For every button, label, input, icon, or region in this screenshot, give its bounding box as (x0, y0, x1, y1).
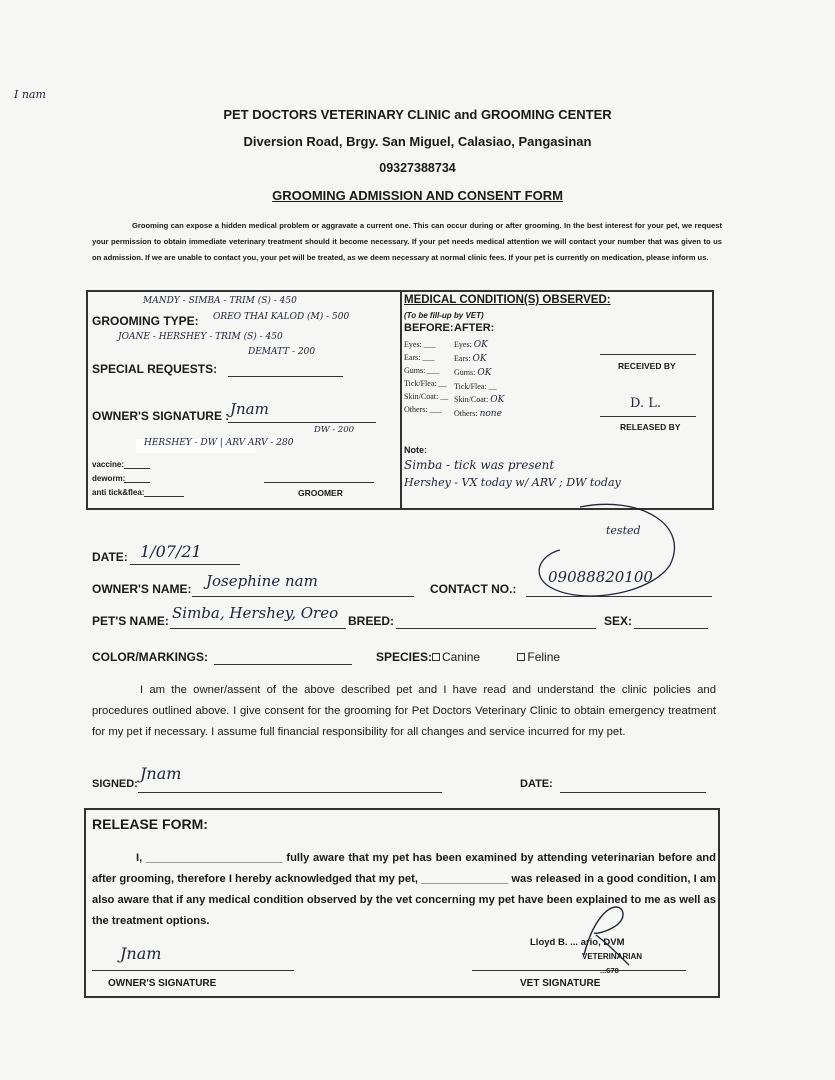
date2-line (560, 792, 706, 793)
deworm-label: deworm: (92, 474, 126, 483)
pet-name-label: PET'S NAME: (92, 614, 169, 628)
before-skincoat: Skin/Coat: __ (404, 392, 449, 401)
pet-name-line (170, 628, 346, 629)
pet-name-value: Simba, Hershey, Oreo (172, 604, 339, 622)
vet-name: Lloyd B. ... ario, DVM (530, 937, 625, 948)
contact-line (526, 596, 712, 597)
release-title: RELEASE FORM: (92, 816, 208, 832)
note-line-2: Hershey - VX today w/ ARV ; DW today (404, 476, 621, 489)
grooming-type-label: GROOMING TYPE: (92, 314, 199, 328)
released-by-line (600, 416, 696, 417)
owner-signature-line (228, 422, 376, 423)
after-list (454, 338, 504, 421)
signed-label: SIGNED: (92, 778, 138, 790)
special-requests-label: SPECIAL REQUESTS: (92, 362, 218, 376)
release-owner-signature: Jnam (120, 944, 162, 963)
grooming-line-4: DEMATT - 200 (248, 347, 316, 357)
color-markings-label: COLOR/MARKINGS: (92, 650, 208, 664)
clinic-name: PET DOCTORS VETERINARY CLINIC and GROOMING CENTER (223, 107, 612, 122)
owner-name-value: Josephine nam (206, 572, 318, 590)
medical-box (398, 290, 714, 510)
before-list (404, 338, 448, 416)
date-line (130, 564, 240, 565)
sex-line (634, 628, 708, 629)
released-by-label: RELEASED BY (620, 422, 681, 432)
received-by-label: RECEIVED BY (618, 361, 676, 371)
color-markings-line (214, 664, 352, 665)
after-label: AFTER: (454, 322, 495, 334)
before-others: Others: ___ (404, 405, 442, 414)
received-by-line (600, 354, 696, 355)
grooming-box (86, 290, 402, 510)
date2-label: DATE: (520, 778, 553, 790)
medical-subtitle: (To be fill-up by VET) (404, 311, 484, 320)
groomer-line (264, 482, 374, 483)
antitick-line (144, 496, 184, 497)
deworm-line (124, 482, 150, 483)
before-gums: Gums: ___ (404, 366, 440, 375)
medical-title: MEDICAL CONDITION(S) OBSERVED: (404, 294, 611, 306)
handwritten-loop (520, 495, 700, 605)
vet-signature-mark (574, 895, 634, 973)
after-tickflea: Tick/Flea: __ (454, 382, 497, 391)
clinic-phone: 09327388734 (379, 161, 456, 175)
after-eyes: Eyes: OK (454, 340, 488, 350)
release-owner-signature-label: OWNER'S SIGNATURE (108, 978, 217, 989)
canine-checkbox[interactable] (432, 653, 440, 661)
contact-value: 09088820100 (548, 568, 653, 586)
note-line-1: Simba - tick was present (404, 458, 555, 472)
breed-line (396, 628, 596, 629)
release-paragraph: I, ______________________ fully aware that my pet has been examined by attending veterinarian before and after grooming, therefore I hereby acknowledged that my pet, ______________ was released in a good condition, I am also aware that if any medical condition observed by the vet concerning my pet have been explained to me as well as the treatment options. (92, 852, 717, 927)
grooming-line-1: MANDY - SIMBA - TRIM (S) - 450 (143, 296, 297, 306)
after-ears: Ears: OK (454, 354, 487, 364)
margin-note: I nam (14, 88, 46, 101)
released-by-signature: D. L. (630, 396, 661, 411)
antitick-label: anti tick&flea: (92, 488, 145, 497)
clinic-address: Diversion Road, Brgy. San Miguel, Calasiao, Pangasinan (243, 134, 592, 149)
owner-name-label: OWNER'S NAME: (92, 582, 192, 596)
feline-checkbox[interactable] (517, 653, 525, 661)
date-label: DATE: (92, 550, 128, 564)
release-owner-line (92, 970, 294, 971)
owner-name-line (192, 596, 414, 597)
before-label: BEFORE: (404, 322, 454, 334)
vaccine-line (124, 468, 150, 469)
after-gums: Gums: OK (454, 368, 492, 378)
before-tickflea: Tick/Flea: __ (404, 379, 447, 388)
intro-paragraph: Grooming can expose a hidden medical problem or aggravate a current one. This can occur during or after grooming. In the best interest for your pet, we request your permission to obtain immediate veterinary treatment should it become necessary. If your pet needs medical attention we will contact your number that was given to us on admission. If we are unable to contact you, your pet will be treated, as we deem necessary at normal clinic fees. If your pet is currently on medication, please inform us. (92, 221, 722, 262)
form-title: GROOMING ADMISSION AND CONSENT FORM (272, 188, 563, 203)
vet-license: ...678 (600, 966, 619, 975)
owner-signature: Jnam (230, 400, 269, 418)
note-label: Note: (404, 445, 427, 455)
sex-label: SEX: (604, 614, 633, 628)
vaccine-label: vaccine: (92, 460, 125, 469)
grooming-line-2: OREO THAI KALOD (M) - 500 (213, 312, 350, 322)
after-skincoat: Skin/Coat: OK (454, 395, 505, 405)
contact-label: CONTACT NO.: (430, 582, 517, 596)
breed-label: BREED: (348, 614, 395, 628)
consent-paragraph: I am the owner/assent of the above described pet and I have read and understand the clinic policies and procedures outlined above. I give consent for the grooming for Pet Doctors Veterinary Clinic to obtain emergency treatment for my pet if necessary. I assume full financial responsibility for all changes and service incurred for my pet. (92, 684, 716, 738)
signed-line (138, 792, 442, 793)
grooming-line-3: JOANE - HERSHEY - TRIM (S) - 450 (118, 332, 283, 342)
groomer-label: GROOMER (298, 488, 343, 498)
species-label: SPECIES: Canine Feline (376, 650, 561, 664)
before-ears: Ears: ___ (404, 353, 435, 362)
vet-signature-label: VET SIGNATURE (520, 978, 601, 989)
signed-signature: Jnam (140, 764, 182, 783)
date-value: 1/07/21 (140, 542, 202, 561)
before-eyes: Eyes: ___ (404, 340, 436, 349)
note-line-3: tested (606, 524, 641, 537)
owner-signature-label: OWNER'S SIGNATURE : (92, 409, 230, 423)
after-others: Others: none (454, 409, 502, 419)
hershey-line: HERSHEY - DW | ARV ARV - 280 (144, 438, 294, 448)
special-requests-line (228, 376, 343, 377)
deworm-price: DW - 200 (314, 425, 355, 435)
vet-title: VETERINARIAN (582, 952, 643, 961)
